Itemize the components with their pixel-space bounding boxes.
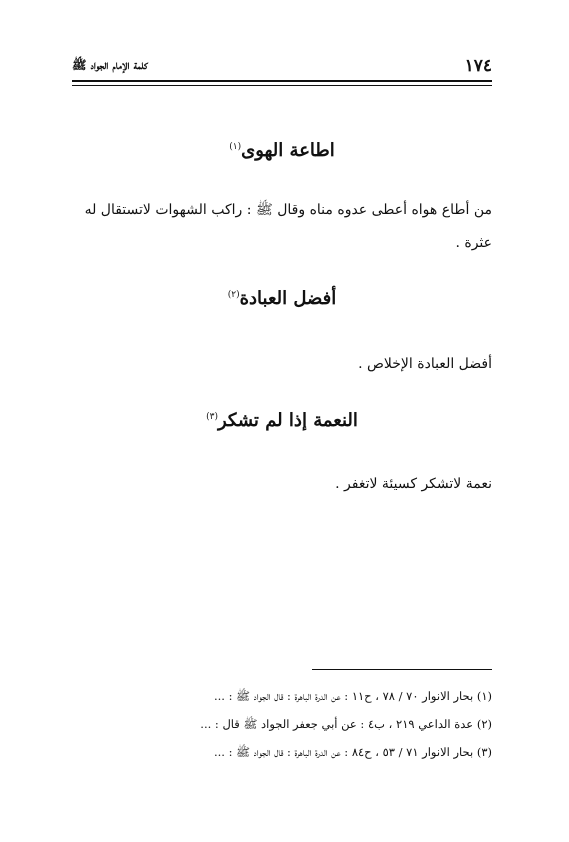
- section-title-2: [72, 288, 492, 309]
- footnote-3: (٣) بحار الانوار ٧١ / ٥٣ ، ح٨٤ : عن الدرة الباهرة : قال الجواد ﷺ : ...: [213, 745, 492, 759]
- running-title: كلمة الإمام الجواد ﷺ: [72, 58, 148, 72]
- footnote-ref-3: (٣): [206, 412, 218, 422]
- footnote-separator: [312, 669, 492, 670]
- section-text-3: نعمة لاتشكر كسيئة لاتغفر .: [335, 476, 492, 492]
- section-title-3: [72, 410, 492, 431]
- header-rule-thick: [72, 80, 492, 82]
- section-title-3-text: النعمة إذا لم تشكر: [217, 410, 358, 431]
- section-title-2-text: أفضل العبادة: [239, 288, 337, 309]
- section-text-1: من أطاع هواه أعطى عدوه مناه وقال ﷺ : راكب الشهوات لاتستقال له عثرة .: [84, 202, 492, 251]
- section-title-1-text: اطاعة الهوى: [241, 140, 335, 161]
- footnote-1: (١) بحار الانوار ٧٠ / ٧٨ ، ح١١ : عن الدرة الباهرة : قال الجواد ﷺ : ...: [213, 689, 492, 703]
- page-number: ١٧٤: [464, 56, 492, 76]
- footnote-ref-1: (١): [229, 142, 242, 152]
- header-rule-thin: [72, 85, 492, 86]
- page-header: [72, 50, 492, 80]
- footnote-ref-2: (٢): [227, 290, 240, 300]
- footnote-2: (٢) عدة الداعي ٢١٩ ، ب٤ : عن أبي جعفر الجواد ﷺ قال : ...: [200, 717, 492, 731]
- section-title-1: [72, 140, 492, 161]
- footnotes: [72, 682, 492, 766]
- section-text-2: أفضل العبادة الإخلاص .: [358, 356, 492, 372]
